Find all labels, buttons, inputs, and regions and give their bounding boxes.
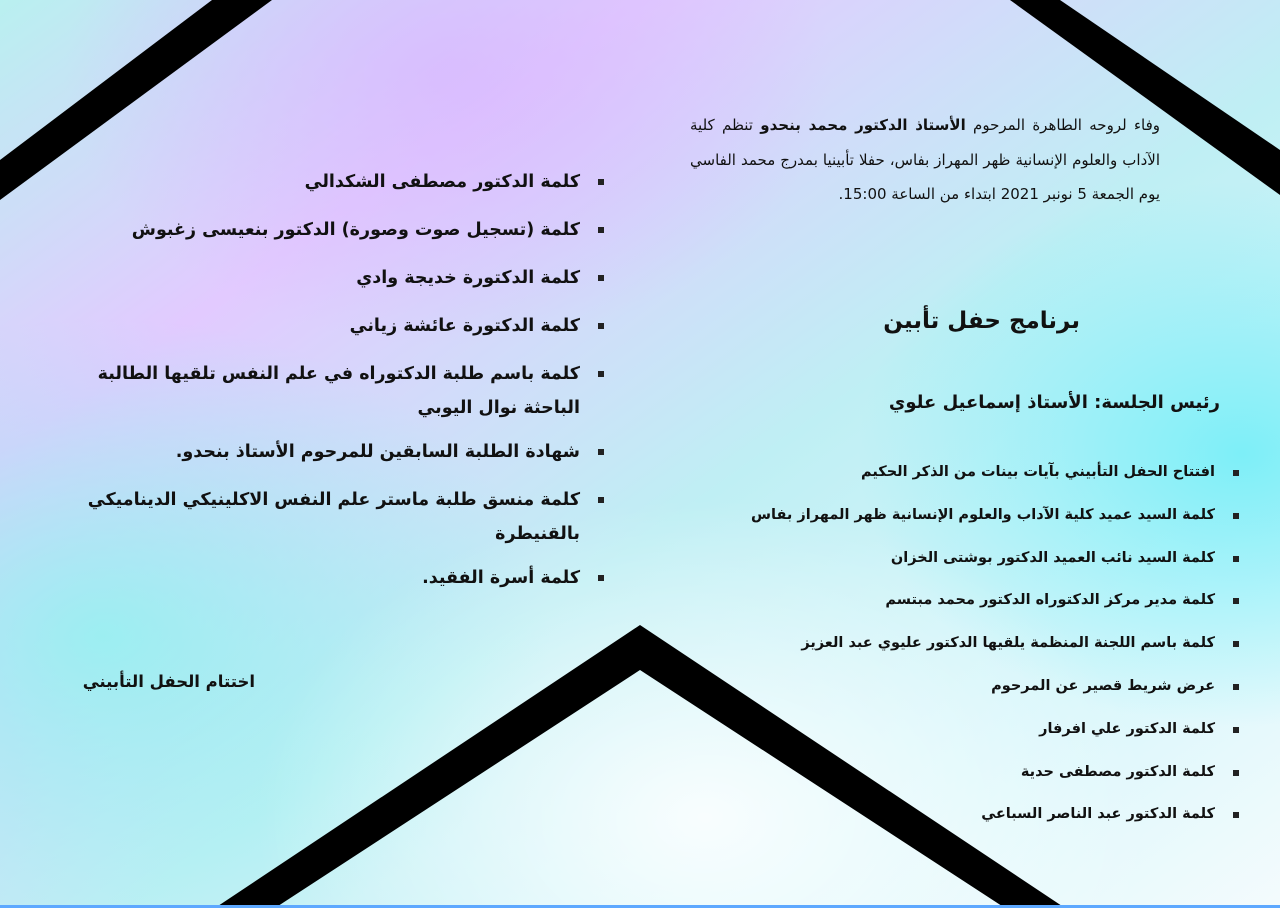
intro-rest: تنظم كلية الآداب والعلوم الإنسانية ظهر المهراز بفاس، حفلا تأبينيا بمدرج محمد الفاسي يوم الجمعة 5 نونبر 2021 ابتداء من الساعة 15:00. (690, 116, 1160, 203)
program-item: كلمة باسم اللجنة المنظمة يلقيها الدكتور عليوي عبد العزيز (680, 633, 1215, 676)
program-item: كلمة منسق طلبة ماستر علم النفس الاكلينيكي الديناميكي بالقنيطرة (40, 483, 580, 551)
program-item: افتتاح الحفل التأبيني بآيات بينات من الذكر الحكيم (680, 462, 1215, 505)
program-item: شهادة الطلبة السابقين للمرحوم الأستاذ بنحدو. (40, 435, 580, 469)
program-item: كلمة باسم طلبة الدكتوراه في علم النفس تلقيها الطالبة الباحثة نوال اليوبي (40, 357, 580, 425)
intro-paragraph (690, 108, 1160, 212)
program-item: كلمة السيد عميد كلية الآداب والعلوم الإنسانية ظهر المهراز بفاس (680, 505, 1215, 548)
program-item: كلمة الدكتورة خديجة وادي (40, 261, 580, 295)
program-item: كلمة الدكتور عبد الناصر السباعي (680, 804, 1215, 847)
session-chair: رئيس الجلسة: الأستاذ إسماعيل علوي (888, 392, 1220, 413)
program-list-right (680, 462, 1215, 847)
intro-prefix: وفاء لروحه الطاهرة المرحوم (965, 116, 1161, 134)
program-title: برنامج حفل تأبين (883, 308, 1080, 334)
program-item: كلمة (تسجيل صوت وصورة) الدكتور بنعيسى زغبوش (40, 213, 580, 247)
program-item: عرض شريط قصير عن المرحوم (680, 676, 1215, 719)
program-item: كلمة مدير مركز الدكتوراه الدكتور محمد مبتسم (680, 590, 1215, 633)
program-item: كلمة الدكتور مصطفى حدية (680, 762, 1215, 805)
honoree-name: الأستاذ الدكتور محمد بنحدو (760, 116, 966, 134)
program-item: كلمة أسرة الفقيد. (40, 561, 580, 595)
closing-line: اختتام الحفل التأبيني (82, 672, 255, 691)
program-list-left (40, 165, 580, 609)
program-item: كلمة السيد نائب العميد الدكتور بوشتى الخزان (680, 548, 1215, 591)
program-item: كلمة الدكتور مصطفى الشكدالي (40, 165, 580, 199)
program-item: كلمة الدكتور علي افرفار (680, 719, 1215, 762)
program-item: كلمة الدكتورة عائشة زياني (40, 309, 580, 343)
